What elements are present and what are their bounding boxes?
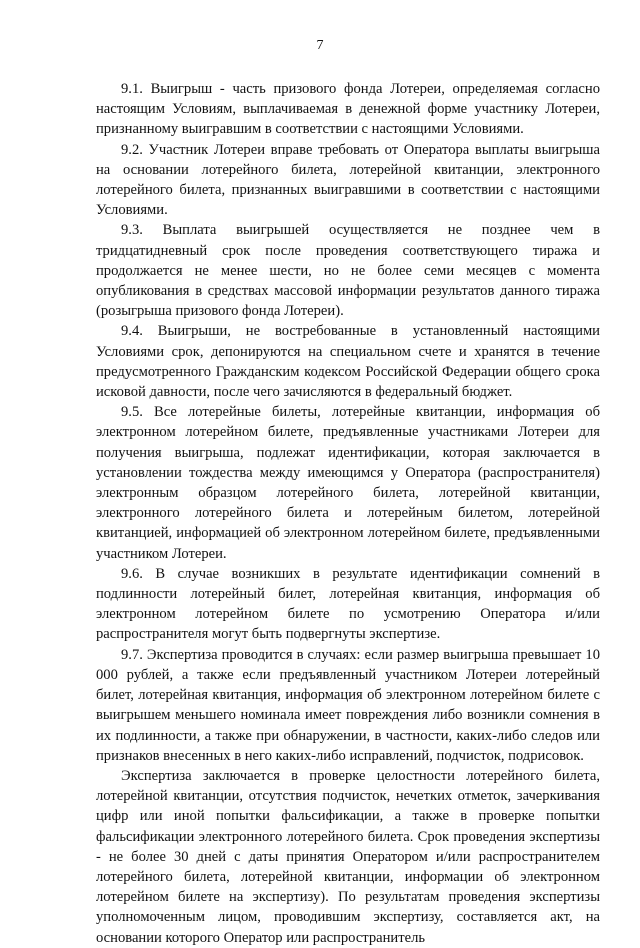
page-number: 7 xyxy=(316,38,324,53)
paragraph-9-1: 9.1. Выигрыш - часть призового фонда Лотереи, определяемая согласно настоящим Условиям, выплачиваемая в денежной форме участнику Лотереи, признанному выигравшим в соответствии с настоящими Условиями. xyxy=(96,81,600,138)
paragraph-9-6: 9.6. В случае возникших в результате идентификации сомнений в подлинности лотерейный билет, лотерейная квитанция, информация об электронном лотерейном билете по усмотрению Оператора и/или распространителя могут быть подвергнуты экспертизе. xyxy=(96,565,600,643)
paragraph-9-4: 9.4. Выигрыши, не востребованные в установленный настоящими Условиями срок, депонируются на специальном счете и хранятся в течение предусмотренного Гражданским кодексом Российской Федерации общего срока исковой давности, после чего зачисляются в федеральный бюджет. xyxy=(96,323,600,401)
paragraph-9-5: 9.5. Все лотерейные билеты, лотерейные квитанции, информация об электронном лотерейном билете, предъявленные участниками Лотереи для получения выигрыша, подлежат идентификации, которая заключается в установлении тождества между имеющимся у Оператора (распространителя) электронным образцом лотерейного билета, лотерейной квитанции, электронного лотерейного билета и лотерейным билетом, лотерейной квитанцией, информацией об электронном лотерейном билете, предъявленными участником Лотереи. xyxy=(96,404,600,562)
paragraph-expertise: Экспертиза заключается в проверке целостности лотерейного билета, лотерейной квитанции, отсутствия подчисток, нечетких отметок, зачеркивания цифр или иной попытки фальсификации, а также в проверке попытки фальсификации электронного лотерейного билета. Срок проведения экспертизы - не более 30 дней с даты принятия Оператором и/или распространителем лотерейного билета, лотерейной квитанции, информации об электронном лотерейном билете на экспертизу). По результатам проведения экспертизы уполномоченным лицом, проводившим экспертизу, составляется акт, на основании которого Оператор или распространитель xyxy=(96,767,600,946)
paragraph-9-2: 9.2. Участник Лотереи вправе требовать от Оператора выплаты выигрыша на основании лотерейного билета, лотерейной квитанции, электронного лотерейного билета, признанных выигравшими в соответствии с настоящими Условиями. xyxy=(96,141,600,219)
paragraph-9-7: 9.7. Экспертиза проводится в случаях: если размер выигрыша превышает 10 000 рублей, а также если предъявленный участником Лотереи лотерейный билет, лотерейная квитанция, информация об электронном лотерейном билете с выигрышем меньшего номинала имеет повреждения либо возникли сомнения в их подлинности, а также при обнаружении, в частности, каких-либо следов или признаков внесенных в него каких-либо исправлений, подчисток, подрисовок. xyxy=(96,646,600,764)
paragraph-9-3: 9.3. Выплата выигрышей осуществляется не позднее чем в тридцатидневный срок после проведения соответствующего тиража и продолжается не менее шести, но не более семи месяцев с момента опубликования в средствах массовой информации результатов данного тиража (розыгрыша призового фонда Лотереи). xyxy=(96,222,600,320)
document-body xyxy=(96,79,600,948)
